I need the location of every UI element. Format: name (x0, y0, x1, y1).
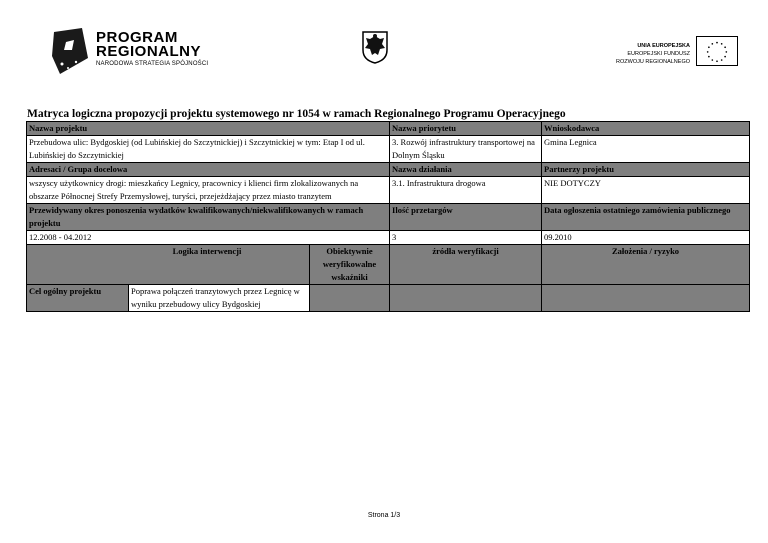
nazwa-dzialania-label: Nazwa działania (390, 163, 542, 177)
eu-logo-line3: ROZWOJU REGIONALNEGO (616, 59, 690, 65)
partnerzy-label: Partnerzy projektu (542, 163, 750, 177)
wskazniki-header: Obiektywnie weryfikowalne wskaźniki (310, 245, 390, 285)
nazwa-dzialania-value: 3.1. Infrastruktura drogowa (390, 177, 542, 204)
table-row (27, 245, 750, 285)
partnerzy-value: NIE DOTYCZY (542, 177, 750, 204)
logical-matrix-table (26, 121, 750, 312)
eu-logo-line1: UNIA EUROPEJSKA (637, 43, 690, 49)
document-title: Matryca logiczna propozycji projektu systemowego nr 1054 w ramach Regionalnego Programu Operacyjnego (27, 108, 566, 120)
okres-label: Przewidywany okres ponoszenia wydatków kwalifikowanych/niekwalifikowanych w ramach projektu (27, 204, 390, 231)
eu-logo-text (600, 42, 690, 66)
coat-of-arms-eagle-icon (361, 30, 389, 64)
adresaci-label: Adresaci / Grupa docelowa (27, 163, 390, 177)
ilosc-przetargow-value: 3 (390, 231, 542, 245)
adresaci-value: wszyscy użytkownicy drogi: mieszkańcy Legnicy, pracownicy i klienci firm zlokalizowanych na obszarze Północnej Strefy Przemysłowej, turyści, przejeżdżający przez miasto tranzytem (27, 177, 390, 204)
wnioskodawca-value: Gmina Legnica (542, 136, 750, 163)
data-ogloszenia-label: Data ogłoszenia ostatniego zamówienia publicznego (542, 204, 750, 231)
table-row (27, 204, 750, 231)
cel-ogolny-value: Poprawa połączeń tranzytowych przez Legnicę w wyniku przebudowy ulicy Bydgoskiej (129, 285, 310, 312)
eu-logo-line2: EUROPEJSKI FUNDUSZ (627, 51, 690, 57)
program-logo-line1: PROGRAM (96, 29, 178, 46)
page-number: Strona 1/3 (367, 512, 401, 519)
cel-ogolny-zalozenia (542, 285, 750, 312)
table-row (27, 136, 750, 163)
logika-interwencji-header (27, 245, 310, 285)
program-regionalny-logo (52, 26, 222, 78)
cel-ogolny-label: Cel ogólny projektu (27, 285, 129, 312)
wnioskodawca-label: Wnioskodawca (542, 122, 750, 136)
nazwa-projektu-label: Nazwa projektu (27, 122, 390, 136)
table-row (27, 285, 750, 312)
nazwa-projektu-value: Przebudowa ulic: Bydgoskiej (od Lubińskiej do Szczytnickiej) i Szczytnickiej w tym: Etap I od ul. Lubińskiej do Szczytnickiej (27, 136, 390, 163)
page-header (0, 0, 768, 80)
table-row (27, 177, 750, 204)
data-ogloszenia-value: 09.2010 (542, 231, 750, 245)
nazwa-priorytetu-label: Nazwa priorytetu (390, 122, 542, 136)
program-logo-line2: REGIONALNY (96, 43, 202, 60)
zrodla-header: źródła weryfikacji (390, 245, 542, 285)
zalozenia-header: Założenia / ryzyko (542, 245, 750, 285)
table-row (27, 163, 750, 177)
eu-flag-icon (696, 36, 738, 66)
ilosc-przetargow-label: Ilość przetargów (390, 204, 542, 231)
table-row (27, 122, 750, 136)
logika-interwencji-label: Logika interwencji (172, 246, 242, 256)
cel-ogolny-zrodla (390, 285, 542, 312)
table-row (27, 231, 750, 245)
program-logo-icon (52, 28, 90, 74)
cel-ogolny-wskazniki (310, 285, 390, 312)
okres-value: 12.2008 - 04.2012 (27, 231, 390, 245)
program-logo-line3: NARODOWA STRATEGIA SPÓJNOŚCI (96, 61, 209, 67)
nazwa-priorytetu-value: 3. Rozwój infrastruktury transportowej na Dolnym Śląsku (390, 136, 542, 163)
